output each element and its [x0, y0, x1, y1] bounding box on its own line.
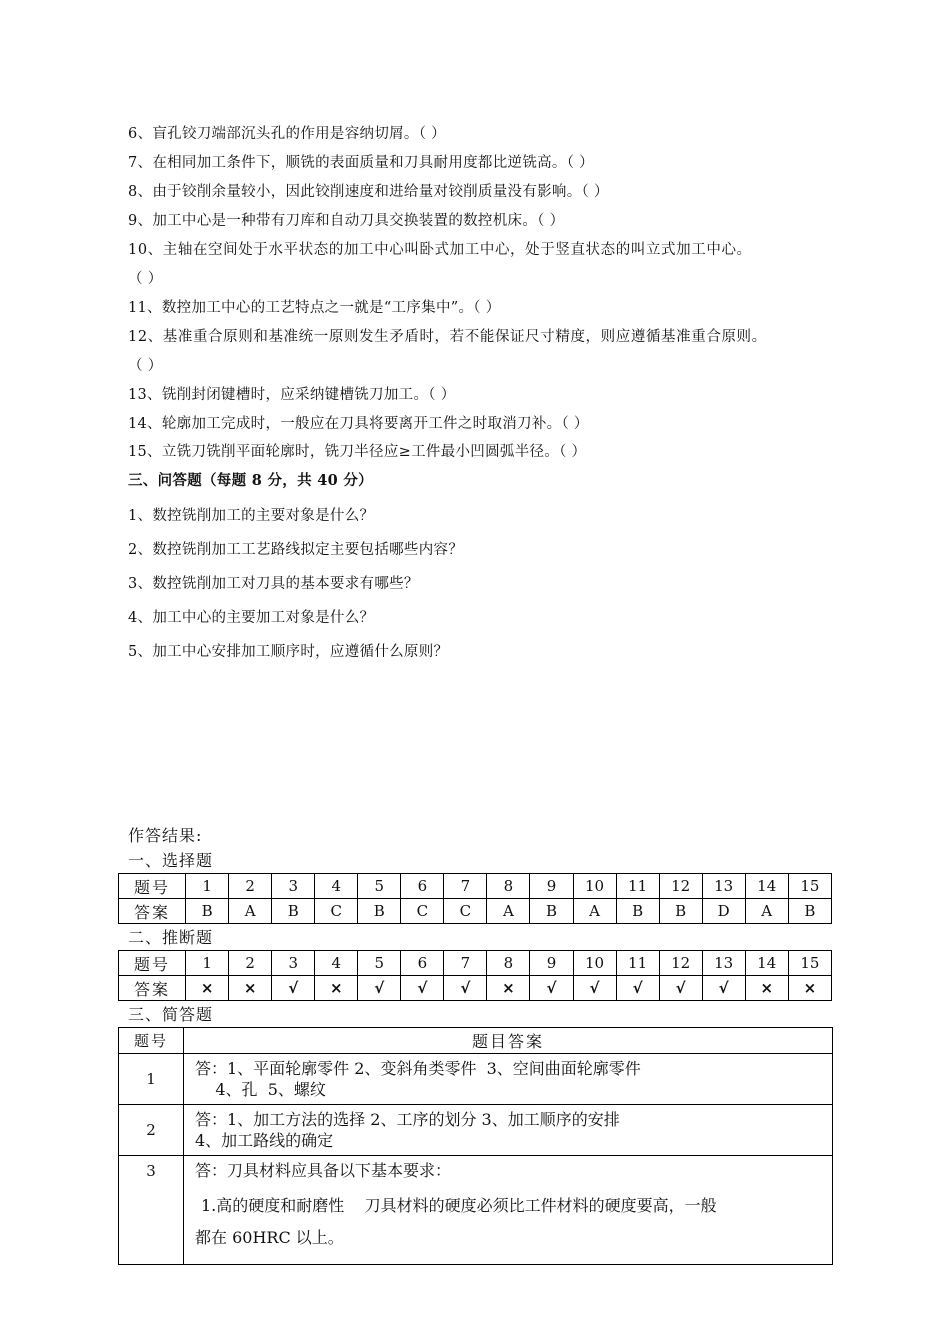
choice-answer-cell: B	[788, 899, 831, 924]
choice-header-label: 题号	[119, 874, 186, 899]
choice-number-cell: 15	[788, 874, 831, 899]
judge-number-cell: 13	[702, 951, 745, 976]
choice-number-cell: 12	[659, 874, 702, 899]
choice-number-cell: 5	[358, 874, 401, 899]
choice-number-cell: 4	[315, 874, 358, 899]
question-15: 15、立铣刀铣削平面轮廓时，铣刀半径应≥工件最小凹圆弧半径。（ ）	[128, 444, 587, 460]
choice-answer-cell: C	[315, 899, 358, 924]
judge-answer-cell: √	[702, 976, 745, 1001]
judge-answer-cell: √	[573, 976, 616, 1001]
judge-number-row	[119, 951, 832, 976]
short-answer-row	[119, 1105, 833, 1156]
choice-answer-cell: B	[616, 899, 659, 924]
short-row-answer	[184, 1105, 833, 1156]
choice-answer-cell: C	[444, 899, 487, 924]
judge-number-cell: 8	[487, 951, 530, 976]
judge-number-cell: 9	[530, 951, 573, 976]
answers-title: 作答结果:	[128, 826, 203, 845]
answer-line: 4、加工路线的确定	[195, 1131, 334, 1150]
judge-answer-cell: ×	[487, 976, 530, 1001]
choice-number-cell: 8	[487, 874, 530, 899]
short-header-row	[119, 1028, 833, 1054]
short-row-answer	[184, 1054, 833, 1105]
choice-number-cell: 9	[530, 874, 573, 899]
short-question-4: 4、加工中心的主要加工对象是什么？	[128, 610, 375, 626]
choice-number-cell: 14	[745, 874, 788, 899]
choice-answer-cell: B	[358, 899, 401, 924]
judge-answer-cell: ×	[745, 976, 788, 1001]
judge-number-cell: 12	[659, 951, 702, 976]
question-13: 13、铣削封闭键槽时，应采纳键槽铣刀加工。（ ）	[128, 387, 456, 403]
short-row-answer	[184, 1156, 833, 1265]
judge-answer-cell: √	[358, 976, 401, 1001]
answer-line: 4、孔 5、螺纹	[195, 1080, 326, 1099]
short-answer-row	[119, 1054, 833, 1105]
judge-number-cell: 3	[272, 951, 315, 976]
judge-answer-row	[119, 976, 832, 1001]
choice-answer-cell: D	[702, 899, 745, 924]
choice-answer-cell: B	[272, 899, 315, 924]
choice-number-cell: 2	[229, 874, 272, 899]
judge-number-cell: 7	[444, 951, 487, 976]
question-12: 12、基准重合原则和基准统一原则发生矛盾时，若不能保证尺寸精度，则应遵循基准重合原则。	[128, 329, 767, 345]
judge-number-cell: 2	[229, 951, 272, 976]
short-question-2: 2、数控铣削加工工艺路线拟定主要包括哪些内容？	[128, 542, 464, 558]
choice-answer-cell: B	[659, 899, 702, 924]
short-row-number: 3	[119, 1156, 184, 1265]
answer-line: 都在 60HRC 以上。	[195, 1228, 344, 1247]
short-answer-table	[118, 1027, 833, 1265]
question-14: 14、轮廓加工完成时，一般应在刀具将要离开工件之时取消刀补。（ ）	[128, 416, 589, 432]
short-col-number: 题号	[119, 1028, 184, 1054]
question-10-blank: （ ）	[128, 271, 163, 287]
judge-answer-cell: ×	[186, 976, 229, 1001]
choice-answer-cell: B	[530, 899, 573, 924]
short-row-number: 1	[119, 1054, 184, 1105]
choice-answer-row	[119, 899, 832, 924]
judge-answer-table	[118, 950, 832, 1001]
question-9: 9、加工中心是一种带有刀库和自动刀具交换装置的数控机床。（ ）	[128, 213, 565, 229]
question-11: 11、数控加工中心的工艺特点之一就是“工序集中”。（ ）	[128, 300, 501, 316]
question-10: 10、主轴在空间处于水平状态的加工中心叫卧式加工中心，处于竖直状态的叫立式加工中心。	[128, 242, 752, 258]
choice-answer-cell: A	[229, 899, 272, 924]
short-question-3: 3、数控铣削加工对刀具的基本要求有哪些？	[128, 576, 419, 592]
answer-line: 答：1、加工方法的选择 2、工序的划分 3、加工顺序的安排	[195, 1110, 620, 1129]
short-section-title: 三、简答题	[128, 1005, 214, 1024]
judge-answer-cell: ×	[229, 976, 272, 1001]
question-7: 7、在相同加工条件下，顺铣的表面质量和刀具耐用度都比逆铣高。（ ）	[128, 155, 594, 171]
short-question-5: 5、加工中心安排加工顺序时，应遵循什么原则？	[128, 644, 449, 660]
choice-number-cell: 6	[401, 874, 444, 899]
judge-answer-cell: √	[659, 976, 702, 1001]
choice-number-cell: 10	[573, 874, 616, 899]
judge-answer-cell: √	[444, 976, 487, 1001]
choice-number-cell: 7	[444, 874, 487, 899]
judge-number-cell: 11	[616, 951, 659, 976]
short-question-1: 1、数控铣削加工的主要对象是什么？	[128, 508, 375, 524]
answer-line: 1.高的硬度和耐磨性 刀具材料的硬度必须比工件材料的硬度要高，一般	[201, 1196, 717, 1215]
question-6: 6、盲孔铰刀端部沉头孔的作用是容纳切屑。（ ）	[128, 126, 446, 142]
short-col-answer: 题目答案	[184, 1028, 833, 1054]
judge-answer-label: 答案	[119, 976, 186, 1001]
choice-answer-cell: A	[573, 899, 616, 924]
judge-number-cell: 10	[573, 951, 616, 976]
judge-header-label: 题号	[119, 951, 186, 976]
question-12-blank: （ ）	[128, 358, 163, 374]
answer-line: 答：刀具材料应具备以下基本要求：	[195, 1161, 452, 1180]
section-3-title: 三、问答题（每题 8 分，共 40 分）	[128, 472, 373, 489]
short-answer-row	[119, 1156, 833, 1265]
choice-section-title: 一、选择题	[128, 851, 214, 870]
choice-answer-label: 答案	[119, 899, 186, 924]
choice-number-cell: 3	[272, 874, 315, 899]
choice-number-cell: 13	[702, 874, 745, 899]
question-8: 8、由于铰削余量较小，因此铰削速度和进给量对铰削质量没有影响。（ ）	[128, 184, 609, 200]
choice-answer-table	[118, 873, 832, 924]
judge-number-cell: 15	[788, 951, 831, 976]
judge-answer-cell: √	[272, 976, 315, 1001]
judge-answer-cell: ×	[315, 976, 358, 1001]
judge-answer-cell: √	[530, 976, 573, 1001]
choice-number-cell: 11	[616, 874, 659, 899]
judge-answer-cell: √	[401, 976, 444, 1001]
judge-answer-cell: ×	[788, 976, 831, 1001]
judge-number-cell: 5	[358, 951, 401, 976]
judge-number-cell: 4	[315, 951, 358, 976]
judge-number-cell: 6	[401, 951, 444, 976]
judge-number-cell: 1	[186, 951, 229, 976]
choice-answer-cell: B	[186, 899, 229, 924]
choice-answer-cell: A	[745, 899, 788, 924]
choice-number-cell: 1	[186, 874, 229, 899]
choice-answer-cell: A	[487, 899, 530, 924]
answer-line: 答：1、平面轮廓零件 2、变斜角类零件 3、空间曲面轮廓零件	[195, 1059, 641, 1078]
short-row-number: 2	[119, 1105, 184, 1156]
choice-answer-cell: C	[401, 899, 444, 924]
judge-section-title: 二、推断题	[128, 928, 214, 947]
judge-answer-cell: √	[616, 976, 659, 1001]
judge-number-cell: 14	[745, 951, 788, 976]
choice-number-row	[119, 874, 832, 899]
